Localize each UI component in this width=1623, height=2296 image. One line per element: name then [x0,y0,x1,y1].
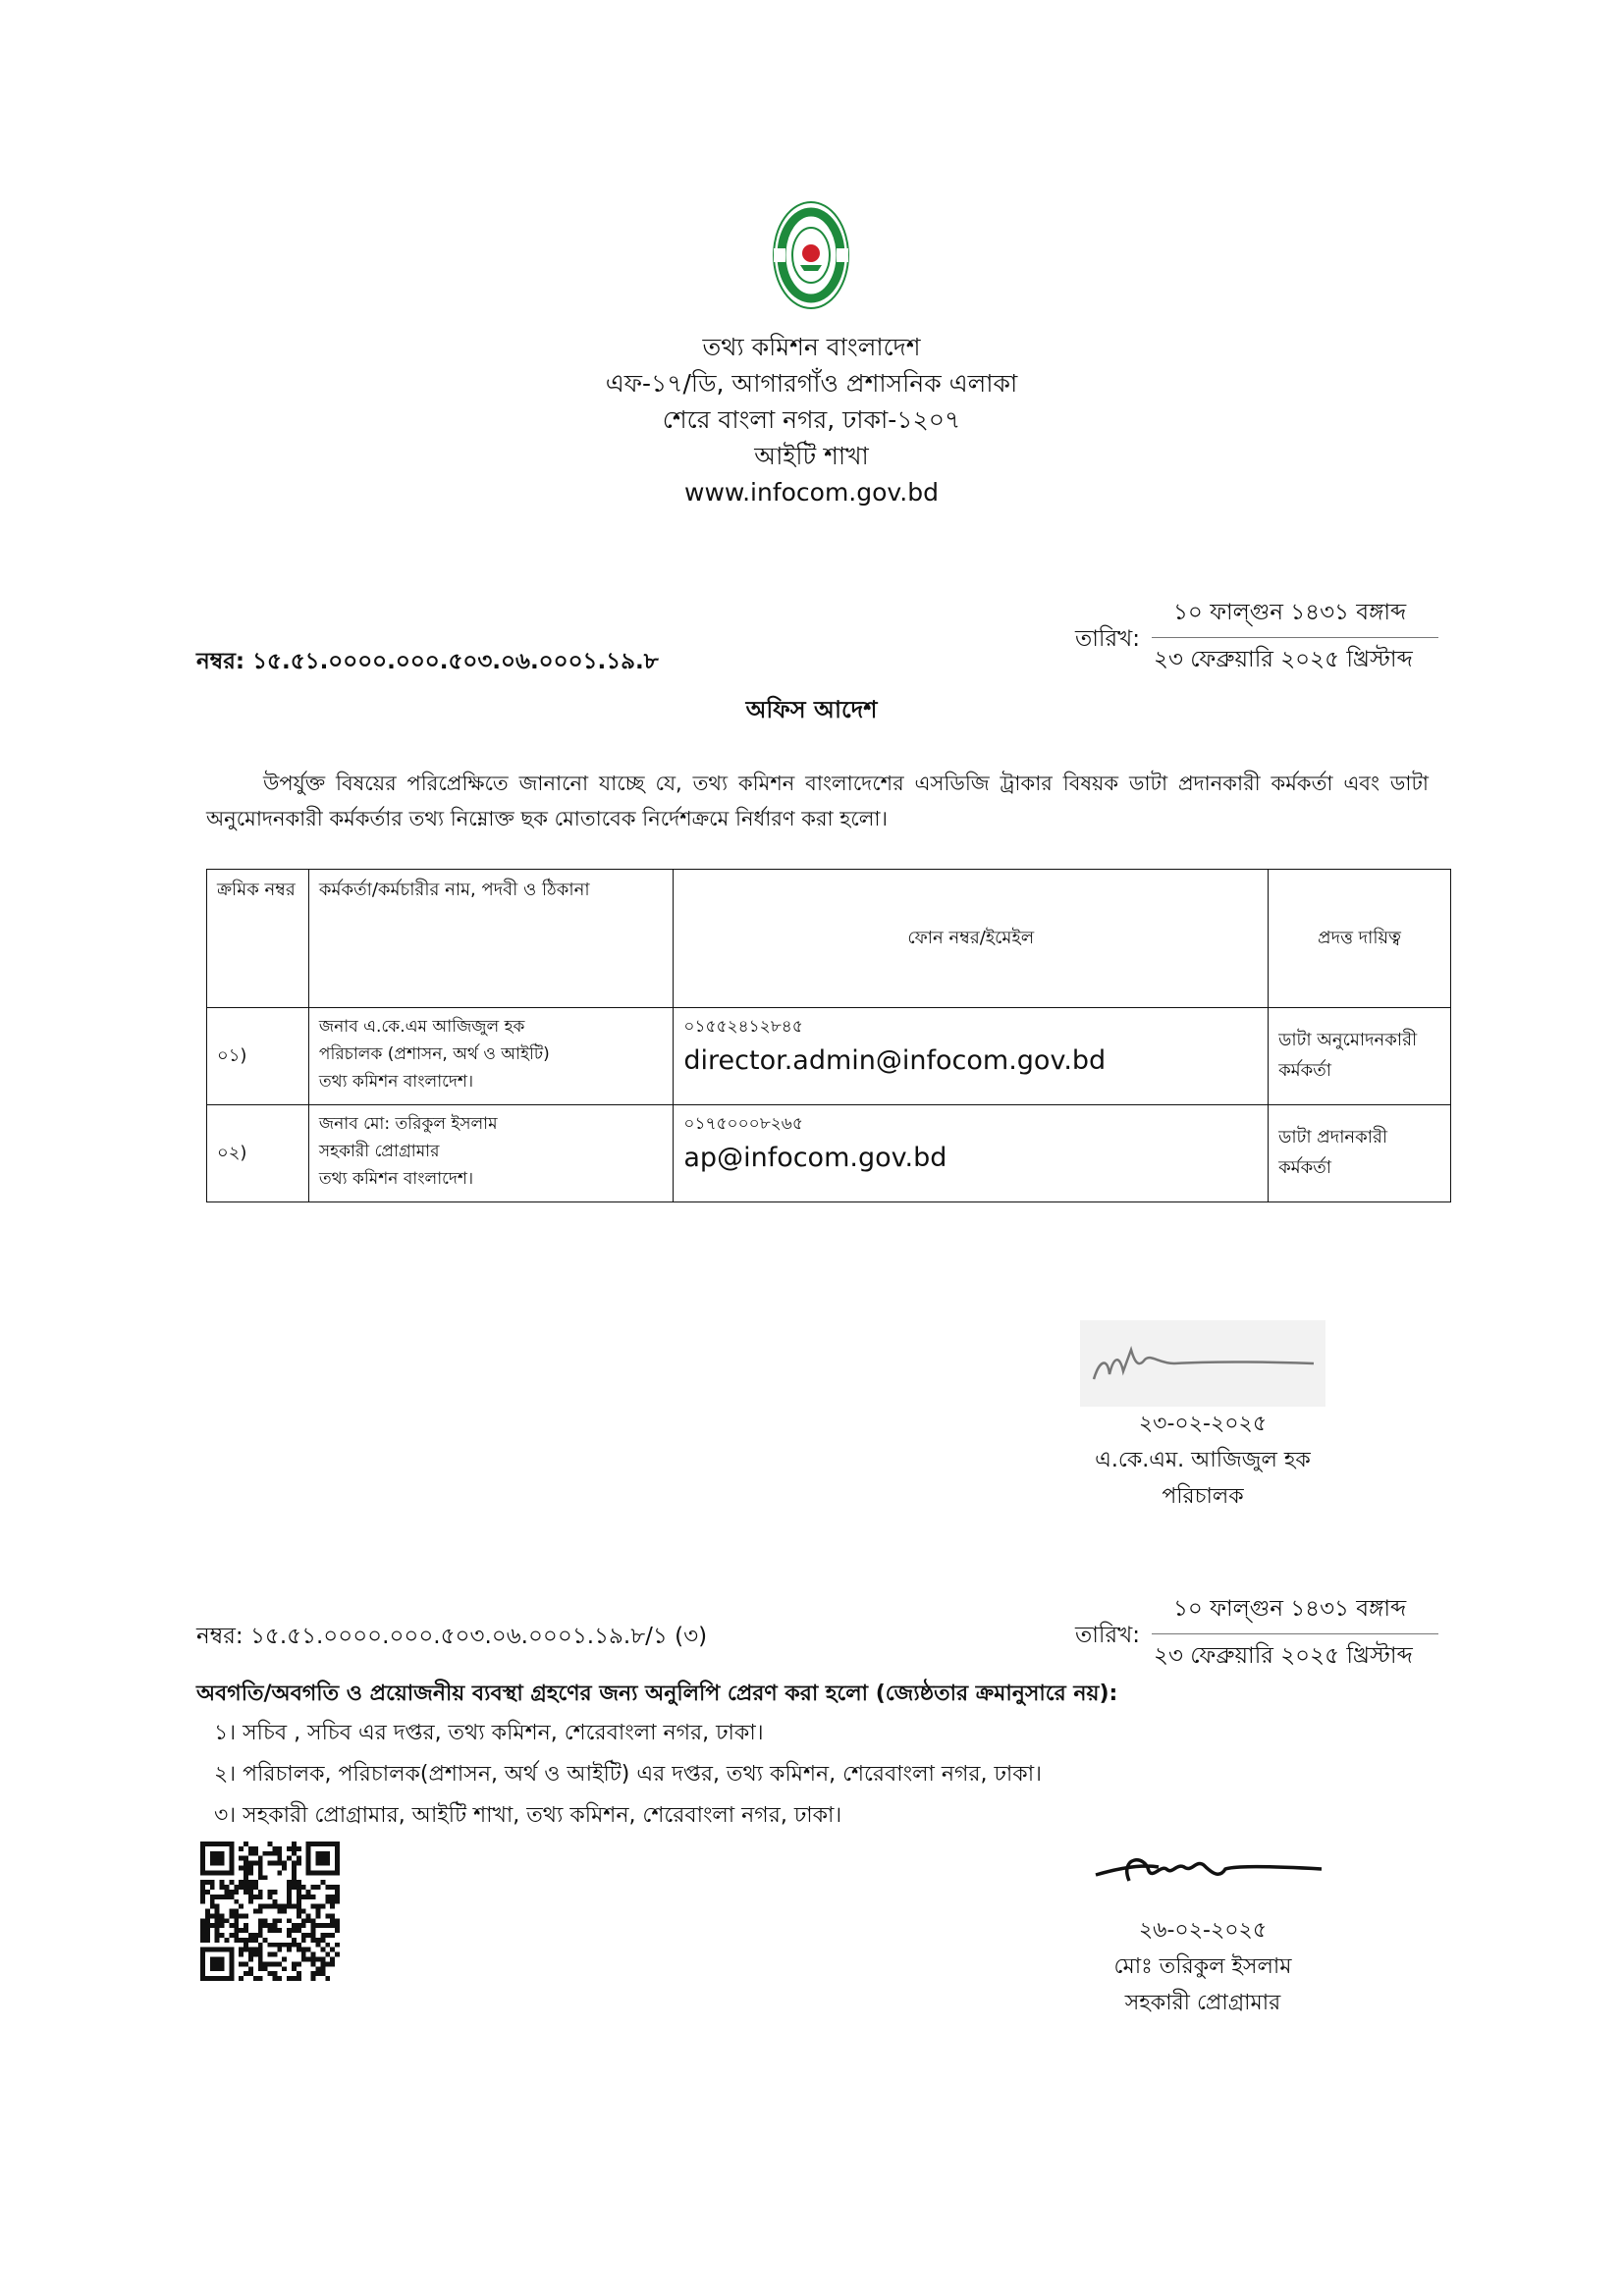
officer-office: তথ্য কমিশন বাংলাদেশ। [318,1072,474,1092]
signature-date: ২৬-০২-২০২৫ [1138,1918,1268,1943]
signatory-designation: পরিচালক [1162,1484,1244,1509]
header-name: কর্মকর্তা/কর্মচারীর নাম, পদবী ও ঠিকানা [308,870,673,1008]
handwritten-signature [1080,1320,1325,1407]
row-serial: ০১) [207,1008,309,1105]
signatory-1 [1011,1406,1394,1515]
row-officer [308,1008,673,1105]
address-line-1: এফ-১৭/ডি, আগারগাঁও প্রশাসনিক এলাকা [605,369,1018,398]
date-gregorian: ২৩ ফেব্রুয়ারি ২০২৫ খ্রিস্টাব্দ [1154,1643,1413,1669]
officer-name: জনাব এ.কে.এম আজিজুল হক [318,1017,525,1037]
signatory-2 [1011,1912,1394,2021]
memo-number: নম্বর: ১৫.৫১.০০০০.০০০.৫০৩.০৬.০০০১.১৯.৮ [196,649,659,674]
officer-office: তথ্য কমিশন বাংলাদেশ। [318,1169,474,1189]
assignment-table [206,869,1451,1202]
signature-image-2 [1090,1836,1325,1904]
header-serial: ক্রমিক নম্বর [207,870,309,1008]
officer-email: ap@infocom.gov.bd [683,1143,947,1173]
qr-code [200,1842,340,1981]
signatory-name: এ.কে.এম. আজিজুল হক [1095,1448,1311,1472]
copy-memo-date [1075,1590,1438,1669]
header-role: প্রদত্ত দায়িত্ব [1269,870,1451,1008]
logo-emblem [771,194,851,312]
table-row [207,1105,1451,1202]
row-contact [674,1105,1269,1202]
date-divider [1152,637,1438,638]
table-row [207,1008,1451,1105]
document-title: অফিস আদেশ [745,696,878,723]
signatory-name: মোঃ তরিকুল ইসলাম [1113,1954,1292,1979]
officer-phone: ০১৫৫২৪১২৮৪৫ [683,1017,803,1037]
signatory-designation: সহকারী প্রোগ্রামার [1124,1991,1281,2015]
header-contact: ফোন নম্বর/ইমেইল [674,870,1269,1008]
row-officer [308,1105,673,1202]
list-item: ২। পরিচালক, পরিচালক(প্রশাসন, অর্থ ও আইটি) এর দপ্তর, তথ্য কমিশন, শেরেবাংলা নগর, ঢাকা। [214,1762,1042,1787]
date-label: তারিখ: [1075,626,1141,652]
row-role: ডাটা অনুমোদনকারী কর্মকর্তা [1269,1008,1451,1105]
signature-date: ২৩-০২-২০২৫ [1138,1412,1268,1436]
org-name: তথ্য কমিশন বাংলাদেশ [702,333,921,361]
qr-code-icon [200,1842,340,1981]
branch-name: আইটি শাখা [754,442,869,470]
officer-designation: সহকারী প্রোগ্রামার [318,1142,440,1161]
website: www.infocom.gov.bd [684,478,939,507]
memo-date [1075,594,1438,672]
commission-logo [771,194,851,312]
table-header-row [207,870,1451,1008]
copy-heading: অবগতি/অবগতি ও প্রয়োজনীয় ব্যবস্থা গ্রহণের জন্য অনুলিপি প্রেরণ করা হলো (জ্যেষ্ঠতার ক্রমানুসারে নয়): [196,1682,1118,1706]
list-item: ৩। সহকারী প্রোগ্রামার, আইটি শাখা, তথ্য কমিশন, শেরেবাংলা নগর, ঢাকা। [214,1803,842,1828]
copy-list [214,1713,1451,1837]
row-role: ডাটা প্রদানকারী কর্মকর্তা [1269,1105,1451,1202]
body-paragraph: উপর্যুক্ত বিষয়ের পরিপ্রেক্ষিতে জানানো যাচ্ছে যে, তথ্য কমিশন বাংলাদেশের এসডিজি ট্রাকার বিষয়ক ডাটা প্রদানকারী কর্মকর্তা এবং ডাটা অনুমোদনকারী কর্মকর্তার তথ্য নিম্নোক্ত ছক মোতাবেক নির্দেশক্রমে নির্ধারণ করা হলো। [206,772,1429,830]
handwritten-signature [1090,1836,1325,1904]
row-contact [674,1008,1269,1105]
date-gregorian: ২৩ ফেব্রুয়ারি ২০২৫ খ্রিস্টাব্দ [1154,647,1413,672]
date-bangla: ১০ ফাল্গুন ১৪৩১ বঙ্গাব্দ [1173,600,1407,625]
address-line-2: শেরে বাংলা নগর, ঢাকা-১২০৭ [662,405,961,434]
officer-name: জনাব মো: তরিকুল ইসলাম [318,1114,498,1134]
date-bangla: ১০ ফাল্গুন ১৪৩১ বঙ্গাব্দ [1173,1596,1407,1622]
officer-email: director.admin@infocom.gov.bd [683,1045,1107,1076]
date-label: তারিখ: [1075,1623,1141,1648]
list-item: ১। সচিব , সচিব এর দপ্তর, তথ্য কমিশন, শেরেবাংলা নগর, ঢাকা। [214,1721,764,1745]
officer-phone: ০১৭৫০০০৮২৬৫ [683,1114,803,1134]
signature-image [1080,1320,1325,1407]
officer-designation: পরিচালক (প্রশাসন, অর্থ ও আইটি) [318,1044,550,1064]
row-serial: ০২) [207,1105,309,1202]
copy-memo-number: নম্বর: ১৫.৫১.০০০০.০০০.৫০৩.০৬.০০০১.১৯.৮/১ (৩) [196,1624,708,1649]
date-divider [1152,1633,1438,1634]
